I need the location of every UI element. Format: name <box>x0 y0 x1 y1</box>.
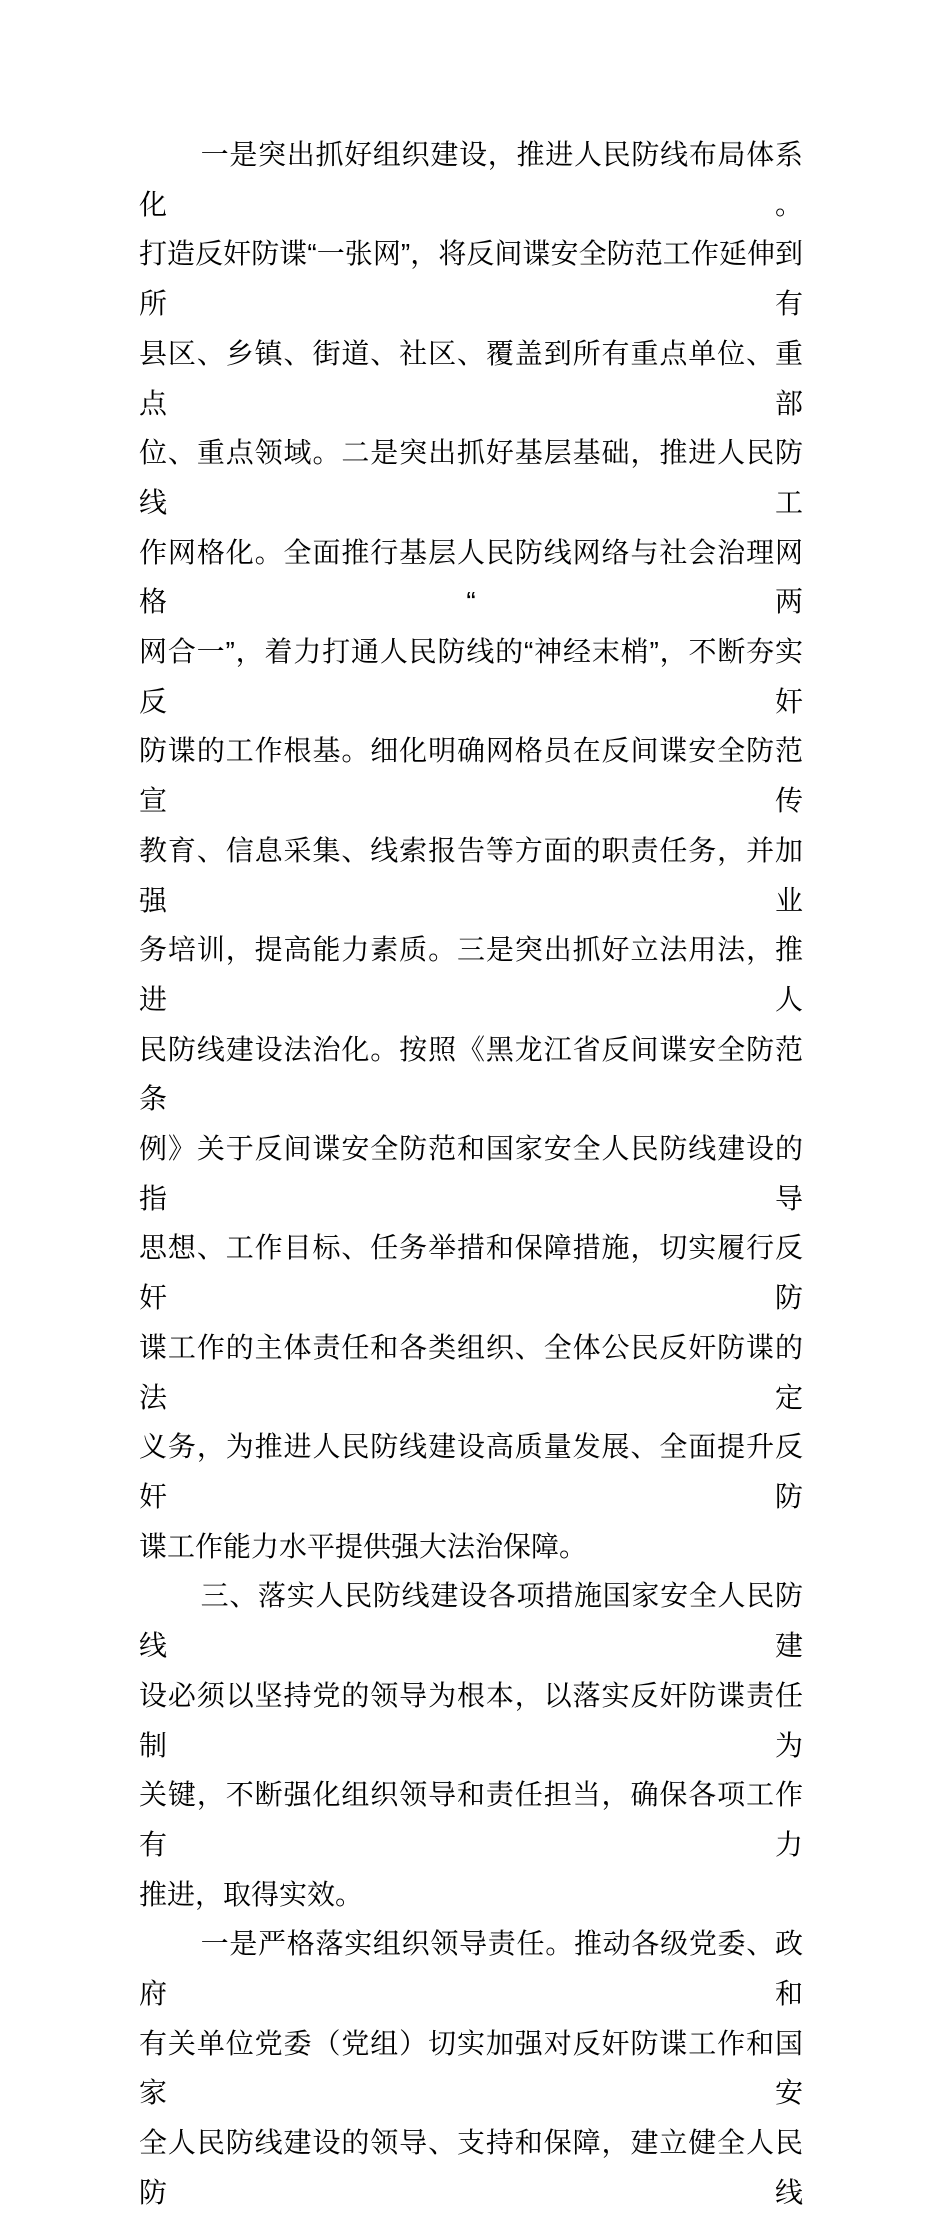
text-line: 务培训，提高能力素质。三是突出抓好立法用法，推进人 <box>139 934 803 1015</box>
text-line: 推进，取得实效。 <box>139 1878 364 1910</box>
paragraph-1 <box>139 130 803 1571</box>
text-line: 思想、工作目标、任务举措和保障措施，切实履行反奸防 <box>139 1232 803 1314</box>
text-line: 谍工作的主体责任和各类组织、全体公民反奸防谍的法定 <box>139 1331 803 1413</box>
text-line: 有关单位党委（党组）切实加强对反奸防谍工作和国家安 <box>139 2027 803 2109</box>
text-line: 义务，为推进人民防线建设高质量发展、全面提升反奸防 <box>139 1431 803 1512</box>
paragraph-2 <box>139 1571 803 1919</box>
text-line: 全人民防线建设的领导、支持和保障，建立健全人民防线 <box>139 2127 803 2208</box>
text-line: 防谍的工作根基。细化明确网格员在反间谍安全防范宣传 <box>139 735 803 817</box>
text-line: 作网格化。全面推行基层人民防线网络与社会治理网格“两 <box>139 536 803 618</box>
text-line: 教育、信息采集、线索报告等方面的职责任务，并加强业 <box>139 834 803 916</box>
text-line: 网合一”，着力打通人民防线的“神经末梢”，不断夯实反奸 <box>139 636 803 717</box>
text-line: 打造反奸防谍“一张网”，将反间谍安全防范工作延伸到所有 <box>139 238 803 320</box>
paragraph-3 <box>139 1919 803 2217</box>
text-line: 设必须以坚持党的领导为根本，以落实反奸防谍责任制为 <box>139 1679 803 1761</box>
text-line: 县区、乡镇、街道、社区、覆盖到所有重点单位、重点部 <box>139 337 803 419</box>
text-line: 关键，不断强化组织领导和责任担当，确保各项工作有力 <box>139 1779 803 1860</box>
text-line: 一是严格落实组织领导责任。推动各级党委、政府和 <box>139 1928 803 2010</box>
document-body <box>139 130 803 2218</box>
text-line: 位、重点领域。二是突出抓好基层基础，推进人民防线工 <box>139 437 803 518</box>
text-line: 民防线建设法治化。按照《黑龙江省反间谍安全防范条 <box>139 1033 803 1115</box>
text-line: 三、落实人民防线建设各项措施国家安全人民防线建 <box>139 1580 803 1662</box>
text-line: 一是突出抓好组织建设，推进人民防线布局体系化。 <box>139 139 803 220</box>
text-line: 谍工作能力水平提供强大法治保障。 <box>139 1530 588 1562</box>
text-line: 例》关于反间谍安全防范和国家安全人民防线建设的指导 <box>139 1133 803 1214</box>
